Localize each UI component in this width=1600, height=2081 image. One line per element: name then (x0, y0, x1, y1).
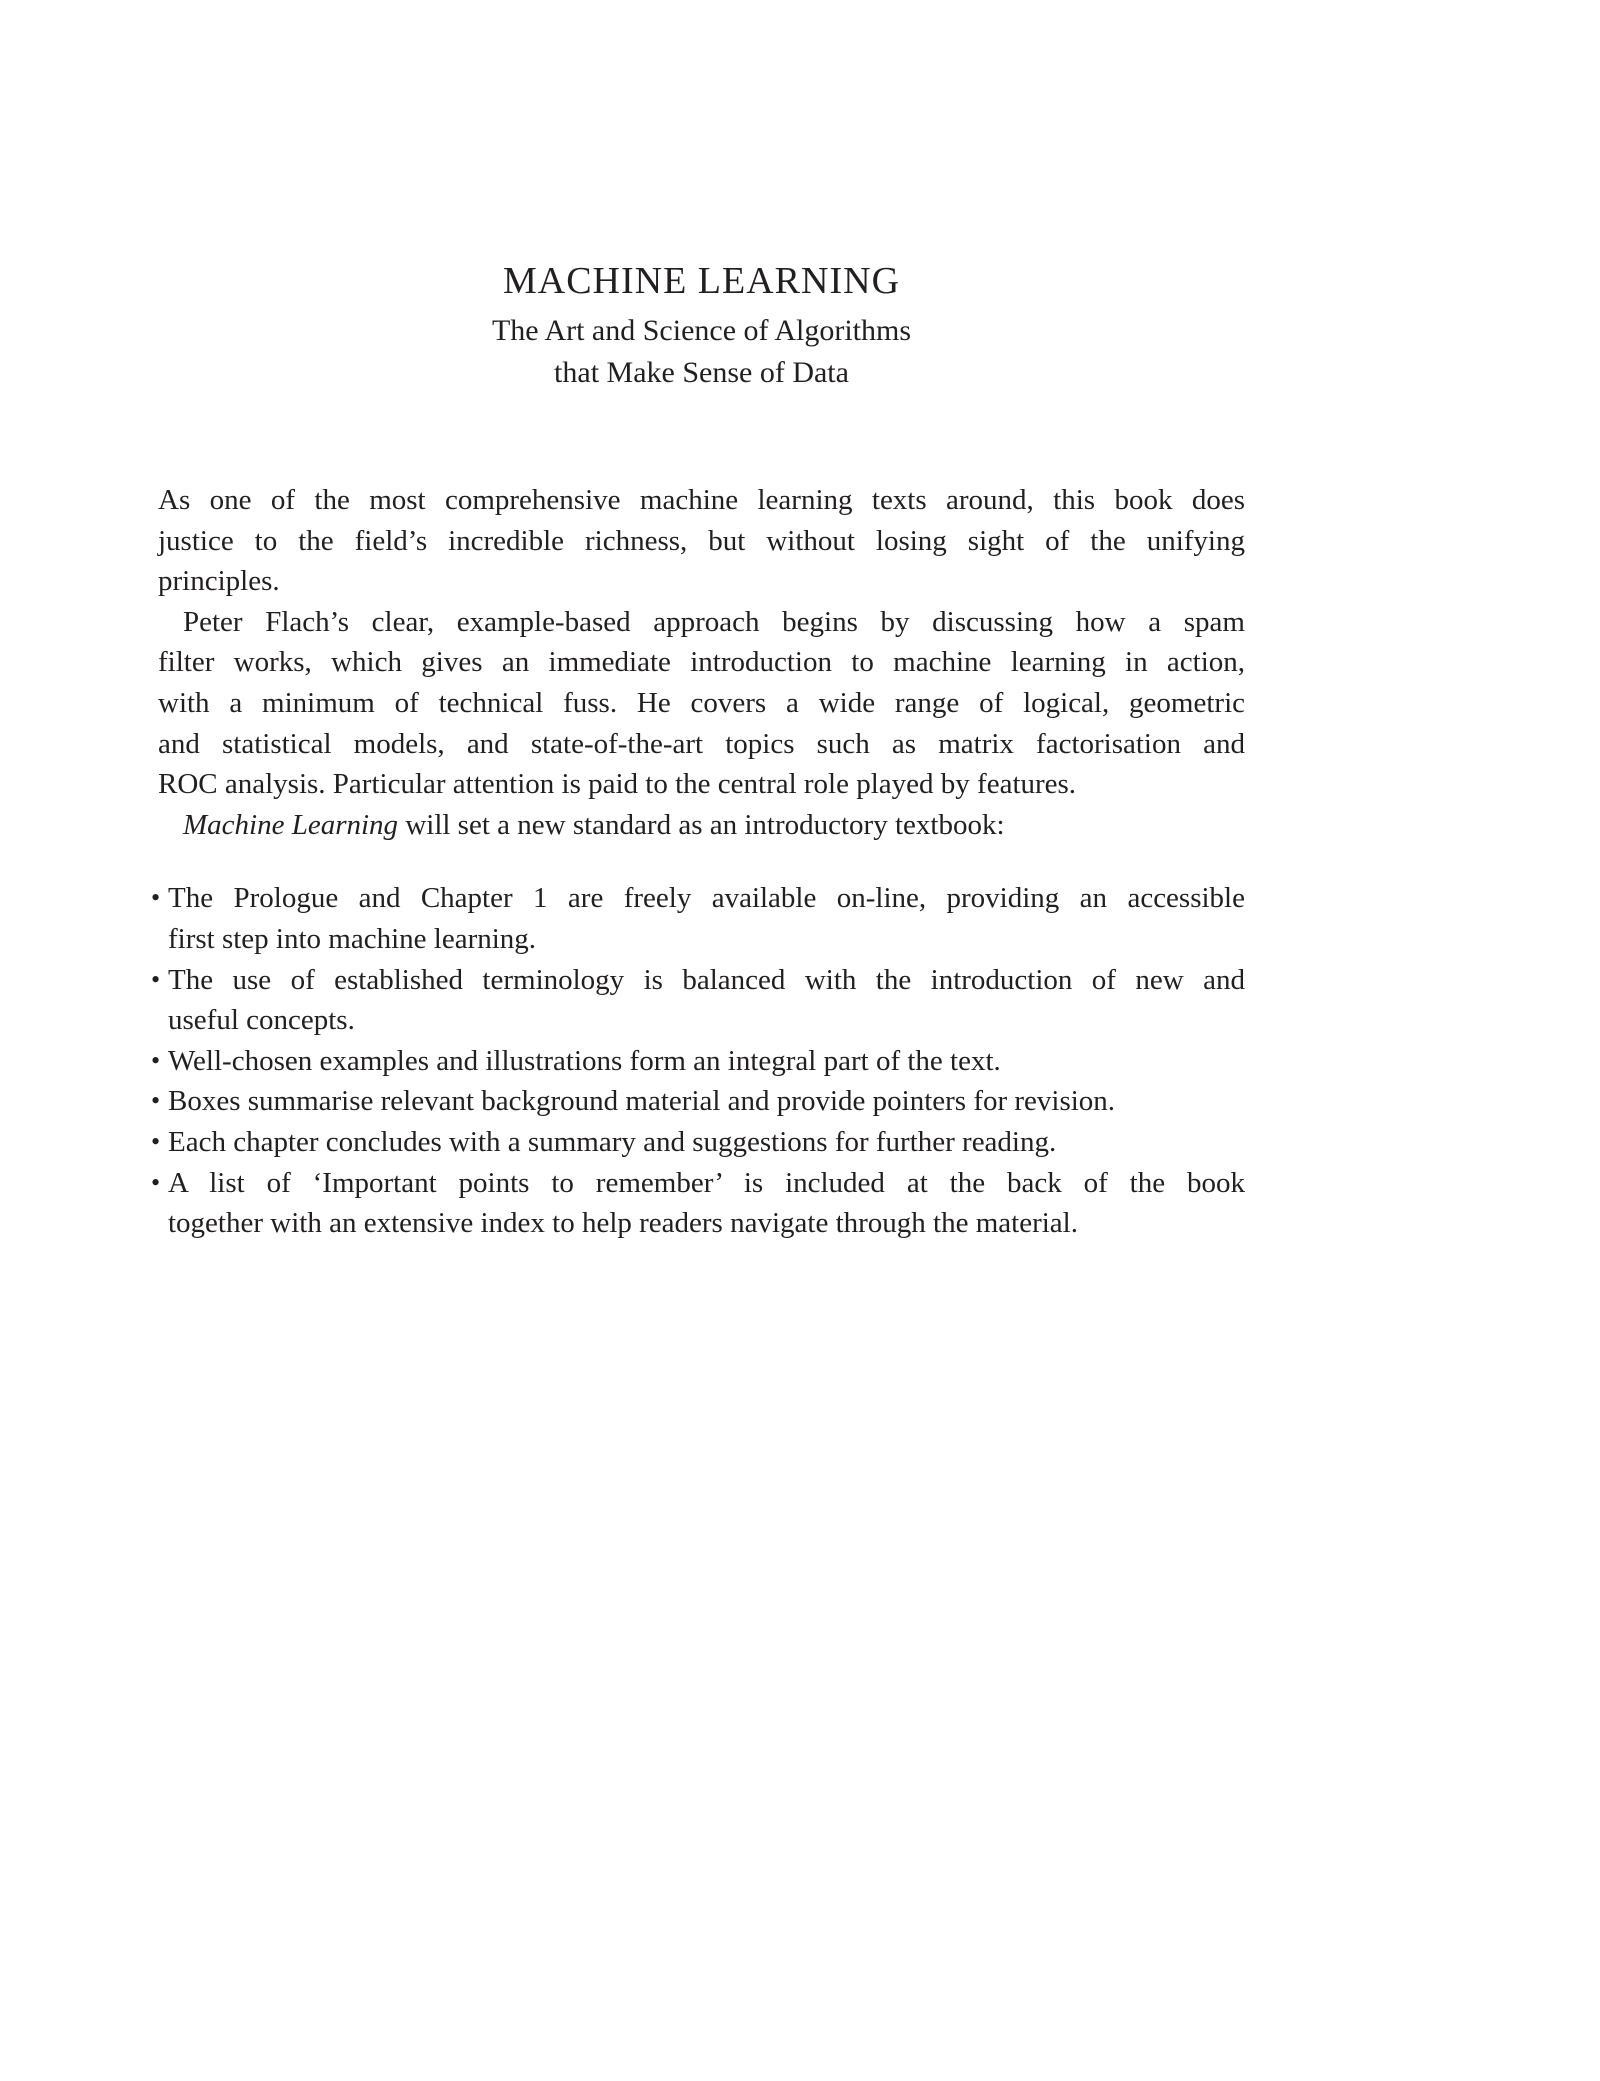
subtitle-line-2: that Make Sense of Data (554, 356, 849, 389)
text-line: principles. (158, 565, 280, 598)
text-line: Peter Flach’s clear, example-based approach begins by discussing how a spam (183, 605, 1245, 638)
list-item (151, 1081, 1245, 1122)
text-line: justice to the field’s incredible richness, but without losing sight of the unifying (158, 524, 1245, 557)
paragraph-overview (158, 480, 1245, 602)
text-span: will set a new standard as an introductory textbook: (398, 808, 1005, 841)
text-line: first step into machine learning. (168, 922, 537, 955)
bullet-icon: • (151, 1086, 161, 1116)
text-line: A list of ‘Important points to remember’ is included at the back of the book (168, 1166, 1245, 1199)
text-line: ROC analysis. Particular attention is paid to the central role played by features. (158, 768, 1077, 801)
feature-list (151, 878, 1245, 1243)
text-line (158, 805, 1245, 846)
bullet-icon: • (151, 1045, 161, 1075)
text-line: As one of the most comprehensive machine learning texts around, this book does (158, 484, 1245, 516)
bullet-icon: • (151, 1126, 161, 1156)
text-line: together with an extensive index to help readers navigate through the material. (168, 1207, 1078, 1240)
paragraph-standard (158, 805, 1245, 846)
book-subtitle (158, 310, 1245, 394)
text-line: filter works, which gives an immediate introduction to machine learning in action, (158, 646, 1245, 679)
book-title-italic: Machine Learning (183, 808, 399, 841)
bullet-icon: • (151, 1167, 161, 1197)
book-title: MACHINE LEARNING (502, 260, 901, 302)
blurb-text (151, 480, 1245, 1244)
text-line: Each chapter concludes with a summary and suggestions for further reading. (168, 1125, 1057, 1158)
text-line: useful concepts. (168, 1004, 355, 1037)
title-block (158, 259, 1245, 394)
list-item (151, 1041, 1245, 1082)
bullet-icon: • (151, 883, 161, 913)
paragraph-approach (158, 602, 1245, 805)
text-line: Boxes summarise relevant background material and provide pointers for revision. (168, 1085, 1116, 1118)
text-line: Well-chosen examples and illustrations form an integral part of the text. (168, 1044, 1001, 1077)
text-line: The Prologue and Chapter 1 are freely available on-line, providing an accessible (168, 882, 1245, 915)
list-item (151, 960, 1245, 1041)
subtitle-line-1: The Art and Science of Algorithms (491, 314, 912, 347)
text-line: with a minimum of technical fuss. He covers a wide range of logical, geometric (158, 686, 1245, 719)
list-item (151, 878, 1245, 959)
text-line: The use of established terminology is balanced with the introduction of new and (168, 963, 1245, 996)
text-line: and statistical models, and state-of-the-art topics such as matrix factorisation and (158, 727, 1245, 760)
list-item (151, 1163, 1245, 1244)
bullet-icon: • (151, 964, 161, 994)
list-item (151, 1122, 1245, 1163)
